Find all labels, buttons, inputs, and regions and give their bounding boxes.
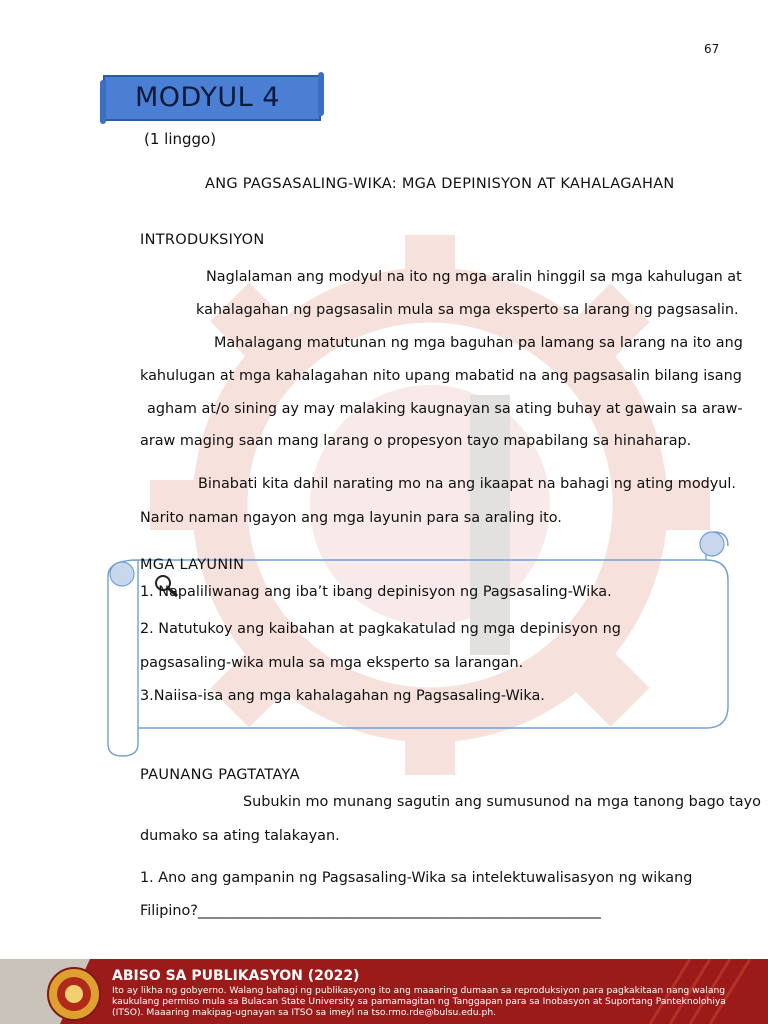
intro-line: araw maging saan mang larang o propesyon tayo mapabilang sa hinaharap.	[140, 433, 692, 449]
main-title: ANG PAGSASALING-WIKA: MGA DEPINISYON AT KAHALAGAHAN	[205, 176, 675, 192]
intro-line: Naglalaman ang modyul na ito ng mga aralin hinggil sa mga kahulugan at	[206, 269, 742, 285]
pretest-question-answer-line: Filipino?________________________________________________________	[140, 903, 601, 919]
university-seal-icon	[46, 966, 102, 1022]
footer-title: ABISO SA PUBLIKASYON (2022)	[112, 968, 360, 984]
objective-item: 2. Natutukoy ang kaibahan at pagkakatulad ng mga depinisyon ng	[140, 621, 621, 637]
intro-para2-line: Narito naman ngayon ang mga layunin para sa araling ito.	[140, 510, 562, 526]
intro-line: kahalagahan ng pagsasalin mula sa mga eksperto sa larang ng pagsasalin.	[196, 302, 739, 318]
intro-line: Mahalagang matutunan ng mga baguhan pa lamang sa larang na ito ang	[214, 335, 743, 351]
footer-text: Ito ay likha ng gobyerno. Walang bahagi ng publikasyong ito ang maaaring dumaan sa reproduksiyon para pagkakitaan nang walang kaukulang permiso mula sa Bulacan State University sa pamamagitan ng Tanggapan para sa Inobasyon at Suportang Panteknolohiya (ITSO). Maaaring makipag-ugnayan sa ITSO sa imeyl na tso.rmo.rde@bulsu.edu.ph.	[112, 985, 726, 1018]
pretest-question: 1. Ano ang gampanin ng Pagsasaling-Wika sa intelektuwalisasyon ng wikang	[140, 870, 693, 886]
objectives-heading: MGA LAYUNIN	[140, 557, 245, 573]
objective-item: 3.Naiisa-isa ang mga kahalagahan ng Pagsasaling-Wika.	[140, 688, 545, 704]
intro-line: kahulugan at mga kahalagahan nito upang mabatid na ang pagsasalin bilang isang	[140, 368, 742, 384]
page-number: 67	[704, 42, 720, 56]
intro-line: agham at/o sining ay may malaking kaugnayan sa ating buhay at gawain sa araw-	[147, 401, 743, 417]
intro-heading: INTRODUKSIYON	[140, 232, 265, 248]
objective-item: 1. Napaliliwanag ang iba’t ibang depinisyon ng Pagsasaling-Wika.	[140, 584, 612, 600]
pretest-heading: PAUNANG PAGTATAYA	[140, 767, 300, 783]
pretest-line: Subukin mo munang sagutin ang sumusunod na mga tanong bago tayo	[243, 794, 761, 810]
objective-item: pagsasaling-wika mula sa mga eksperto sa larangan.	[140, 655, 524, 671]
module-duration: (1 linggo)	[144, 130, 217, 148]
intro-para2-line: Binabati kita dahil narating mo na ang ikaapat na bahagi ng ating modyul.	[198, 476, 736, 492]
module-title: MODYUL 4	[135, 82, 280, 113]
pretest-line: dumako sa ating talakayan.	[140, 828, 340, 844]
